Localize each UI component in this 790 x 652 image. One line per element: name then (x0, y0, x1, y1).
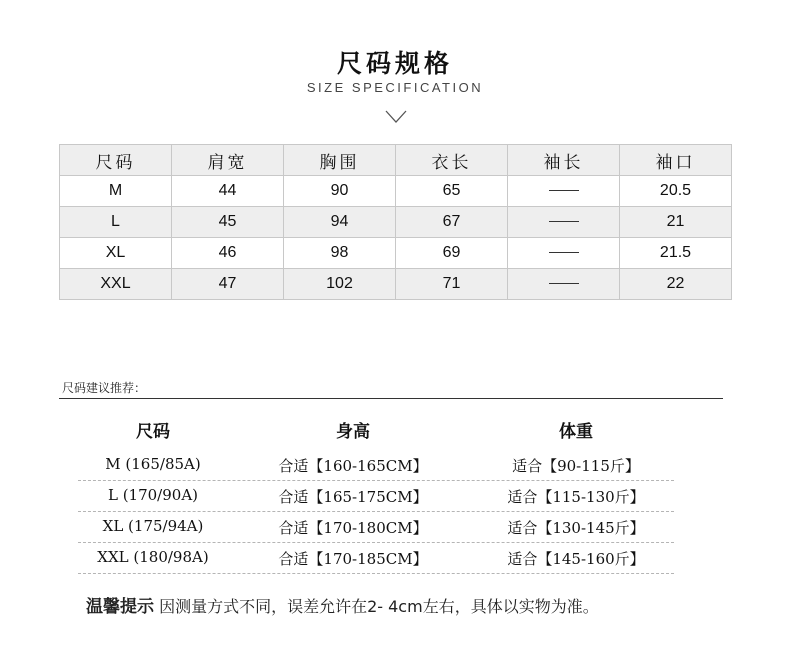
table-row (60, 207, 732, 238)
rec-weight: 适合【115-130斤】 (507, 488, 645, 506)
header-cell: 袖长 (508, 145, 620, 176)
dash-mark (549, 252, 579, 253)
rec-size: L (170/90A) (107, 486, 199, 504)
rec-weight: 适合【130-145斤】 (507, 519, 645, 537)
table-row (60, 238, 732, 269)
sleeve-cell (508, 238, 620, 269)
list-item (78, 450, 674, 481)
rec-height: 合适【165-175CM】 (278, 488, 428, 506)
tip-text: 因测量方式不同，误差允许在2- 4cm左右，具体以实物为准。 (154, 597, 599, 616)
size-cell: XL (60, 238, 172, 269)
sleeve-cell (508, 176, 620, 207)
chest-cell: 94 (284, 207, 396, 238)
cuff-cell: 21 (620, 207, 732, 238)
rec-size: XXL (180/98A) (97, 548, 209, 566)
header-cell: 肩宽 (172, 145, 284, 176)
rec-header-weight: 体重 (559, 422, 593, 442)
rec-height: 合适【160-165CM】 (278, 457, 428, 475)
cuff-cell: 20.5 (620, 176, 732, 207)
length-cell: 67 (396, 207, 508, 238)
dash-mark (549, 190, 579, 191)
cuff-cell: 21.5 (620, 238, 732, 269)
sleeve-cell (508, 269, 620, 300)
warm-tip (86, 592, 599, 617)
rec-header-size: 尺码 (136, 422, 170, 442)
size-cell: XXL (60, 269, 172, 300)
shoulder-cell: 46 (172, 238, 284, 269)
header-cell: 胸围 (284, 145, 396, 176)
divider (59, 398, 723, 399)
size-table-header (60, 145, 732, 176)
length-cell: 71 (396, 269, 508, 300)
rec-weight: 适合【145-160斤】 (507, 550, 645, 568)
header-cell: 衣长 (396, 145, 508, 176)
rec-header-height: 身高 (336, 422, 370, 442)
length-cell: 69 (396, 238, 508, 269)
rec-size: XL (175/94A) (102, 517, 204, 535)
header-cell: 袖口 (620, 145, 732, 176)
chest-cell: 98 (284, 238, 396, 269)
chest-cell: 102 (284, 269, 396, 300)
rec-height: 合适【170-185CM】 (278, 550, 428, 568)
shoulder-cell: 47 (172, 269, 284, 300)
rec-size: M (165/85A) (105, 455, 201, 473)
shoulder-cell: 45 (172, 207, 284, 238)
size-cell: L (60, 207, 172, 238)
list-item (78, 481, 674, 512)
size-table (59, 144, 732, 300)
table-row (60, 176, 732, 207)
chest-cell: 90 (284, 176, 396, 207)
header-cell: 尺码 (60, 145, 172, 176)
length-cell: 65 (396, 176, 508, 207)
page-title: 尺码规格 (336, 49, 453, 78)
sleeve-cell (508, 207, 620, 238)
tip-title: 温馨提示 (86, 597, 154, 617)
shoulder-cell: 44 (172, 176, 284, 207)
list-item (78, 543, 674, 574)
rec-weight: 适合【90-115斤】 (512, 457, 640, 475)
list-item (78, 512, 674, 543)
chevron-down-icon (385, 110, 407, 124)
dash-mark (549, 283, 579, 284)
size-cell: M (60, 176, 172, 207)
page-subtitle: SIZE SPECIFICATION (306, 80, 484, 95)
table-row (60, 269, 732, 300)
recommendation-label: 尺码建议推荐： (62, 381, 147, 395)
rec-height: 合适【170-180CM】 (278, 519, 428, 537)
cuff-cell: 22 (620, 269, 732, 300)
dash-mark (549, 221, 579, 222)
